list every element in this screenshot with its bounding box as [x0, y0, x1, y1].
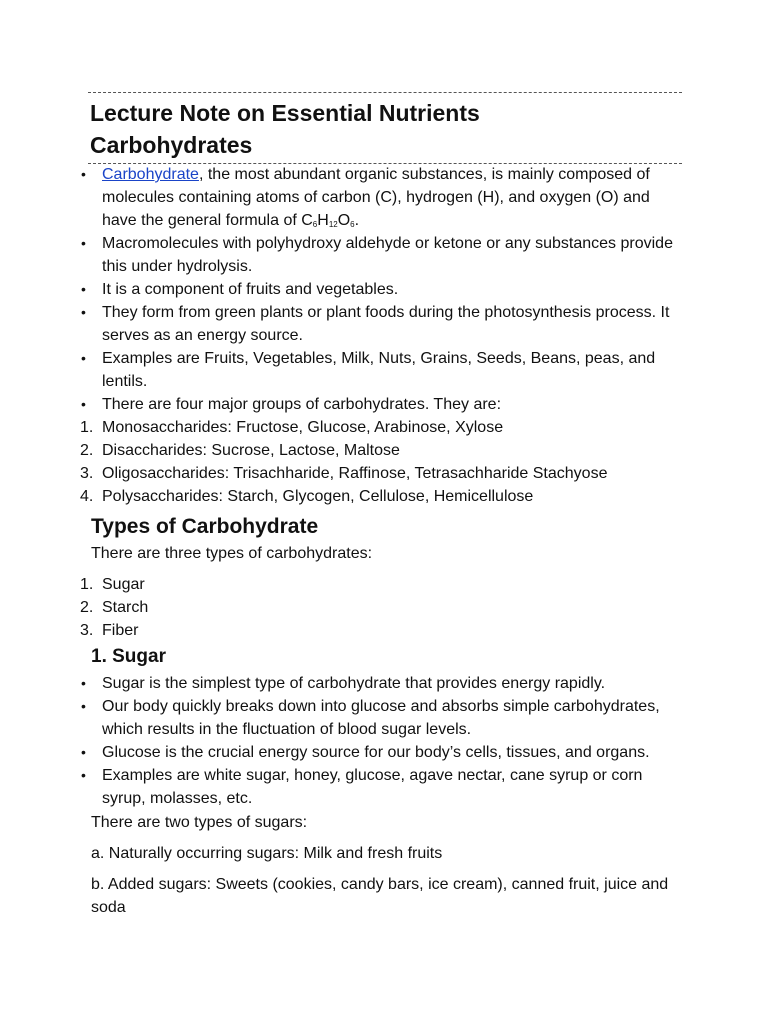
- types-intro: There are three types of carbohydrates:: [91, 545, 373, 562]
- page-subtitle: Carbohydrates: [90, 132, 253, 158]
- title-block: [88, 92, 682, 164]
- list-item: • Examples are white sugar, honey, glucose, agave nectar, cane syrup or corn syrup, molasses, etc.: [75, 764, 675, 810]
- list-item: • Macromolecules with polyhydroxy aldehyde or ketone or any substances provide this under hydrolysis.: [75, 232, 675, 278]
- page-title: Lecture Note on Essential Nutrients: [90, 100, 480, 126]
- sugar-list: [75, 672, 675, 810]
- types-heading: Types of Carbohydrate: [91, 515, 319, 538]
- numbered-item: 2. Disaccharides: Sucrose, Lactose, Maltose: [80, 442, 400, 459]
- numbered-item: 2. Starch: [80, 599, 149, 616]
- numbered-item: 1. Monosaccharides: Fructose, Glucose, Arabinose, Xylose: [80, 419, 504, 436]
- sugar-heading: 1. Sugar: [91, 646, 166, 667]
- natural-sugars: a. Naturally occurring sugars: Milk and fresh fruits: [91, 845, 443, 862]
- carbohydrate-link[interactable]: Carbohydrate: [102, 166, 199, 183]
- list-item: • Our body quickly breaks down into glucose and absorbs simple carbohydrates, which results in the fluctuation of blood sugar levels.: [75, 695, 675, 741]
- list-item: • Sugar is the simplest type of carbohydrate that provides energy rapidly.: [75, 672, 675, 695]
- types-list: [75, 573, 675, 642]
- list-item: • Glucose is the crucial energy source for our body’s cells, tissues, and organs.: [75, 741, 675, 764]
- numbered-item: 4. Polysaccharides: Starch, Glycogen, Cellulose, Hemicellulose: [80, 488, 534, 505]
- list-item: • It is a component of fruits and vegetables.: [75, 278, 675, 301]
- numbered-item: 3. Fiber: [80, 622, 139, 639]
- list-item: • Examples are Fruits, Vegetables, Milk, Nuts, Grains, Seeds, Beans, peas, and lentils.: [75, 347, 675, 393]
- sugar-types-intro: There are two types of sugars:: [91, 814, 308, 831]
- list-item: • They form from green plants or plant foods during the photosynthesis process. It serves as an energy source.: [75, 301, 675, 347]
- added-sugars: b. Added sugars: Sweets (cookies, candy bars, ice cream), canned fruit, juice and soda: [91, 876, 669, 916]
- list-item: • Carbohydrate, the most abundant organic substances, is mainly composed of molecules containing atoms of carbon (C), hydrogen (H), and oxygen (O) and have the general formula of $C_6H_{12}O_6$.: [75, 163, 675, 232]
- list-item: • There are four major groups of carbohydrates. They are:: [75, 393, 675, 416]
- numbered-item: 1. Sugar: [80, 576, 145, 593]
- intro-list: [75, 163, 675, 508]
- numbered-item: 3. Oligosaccharides: Trisachharide, Raffinose, Tetrasachharide Stachyose: [80, 465, 608, 482]
